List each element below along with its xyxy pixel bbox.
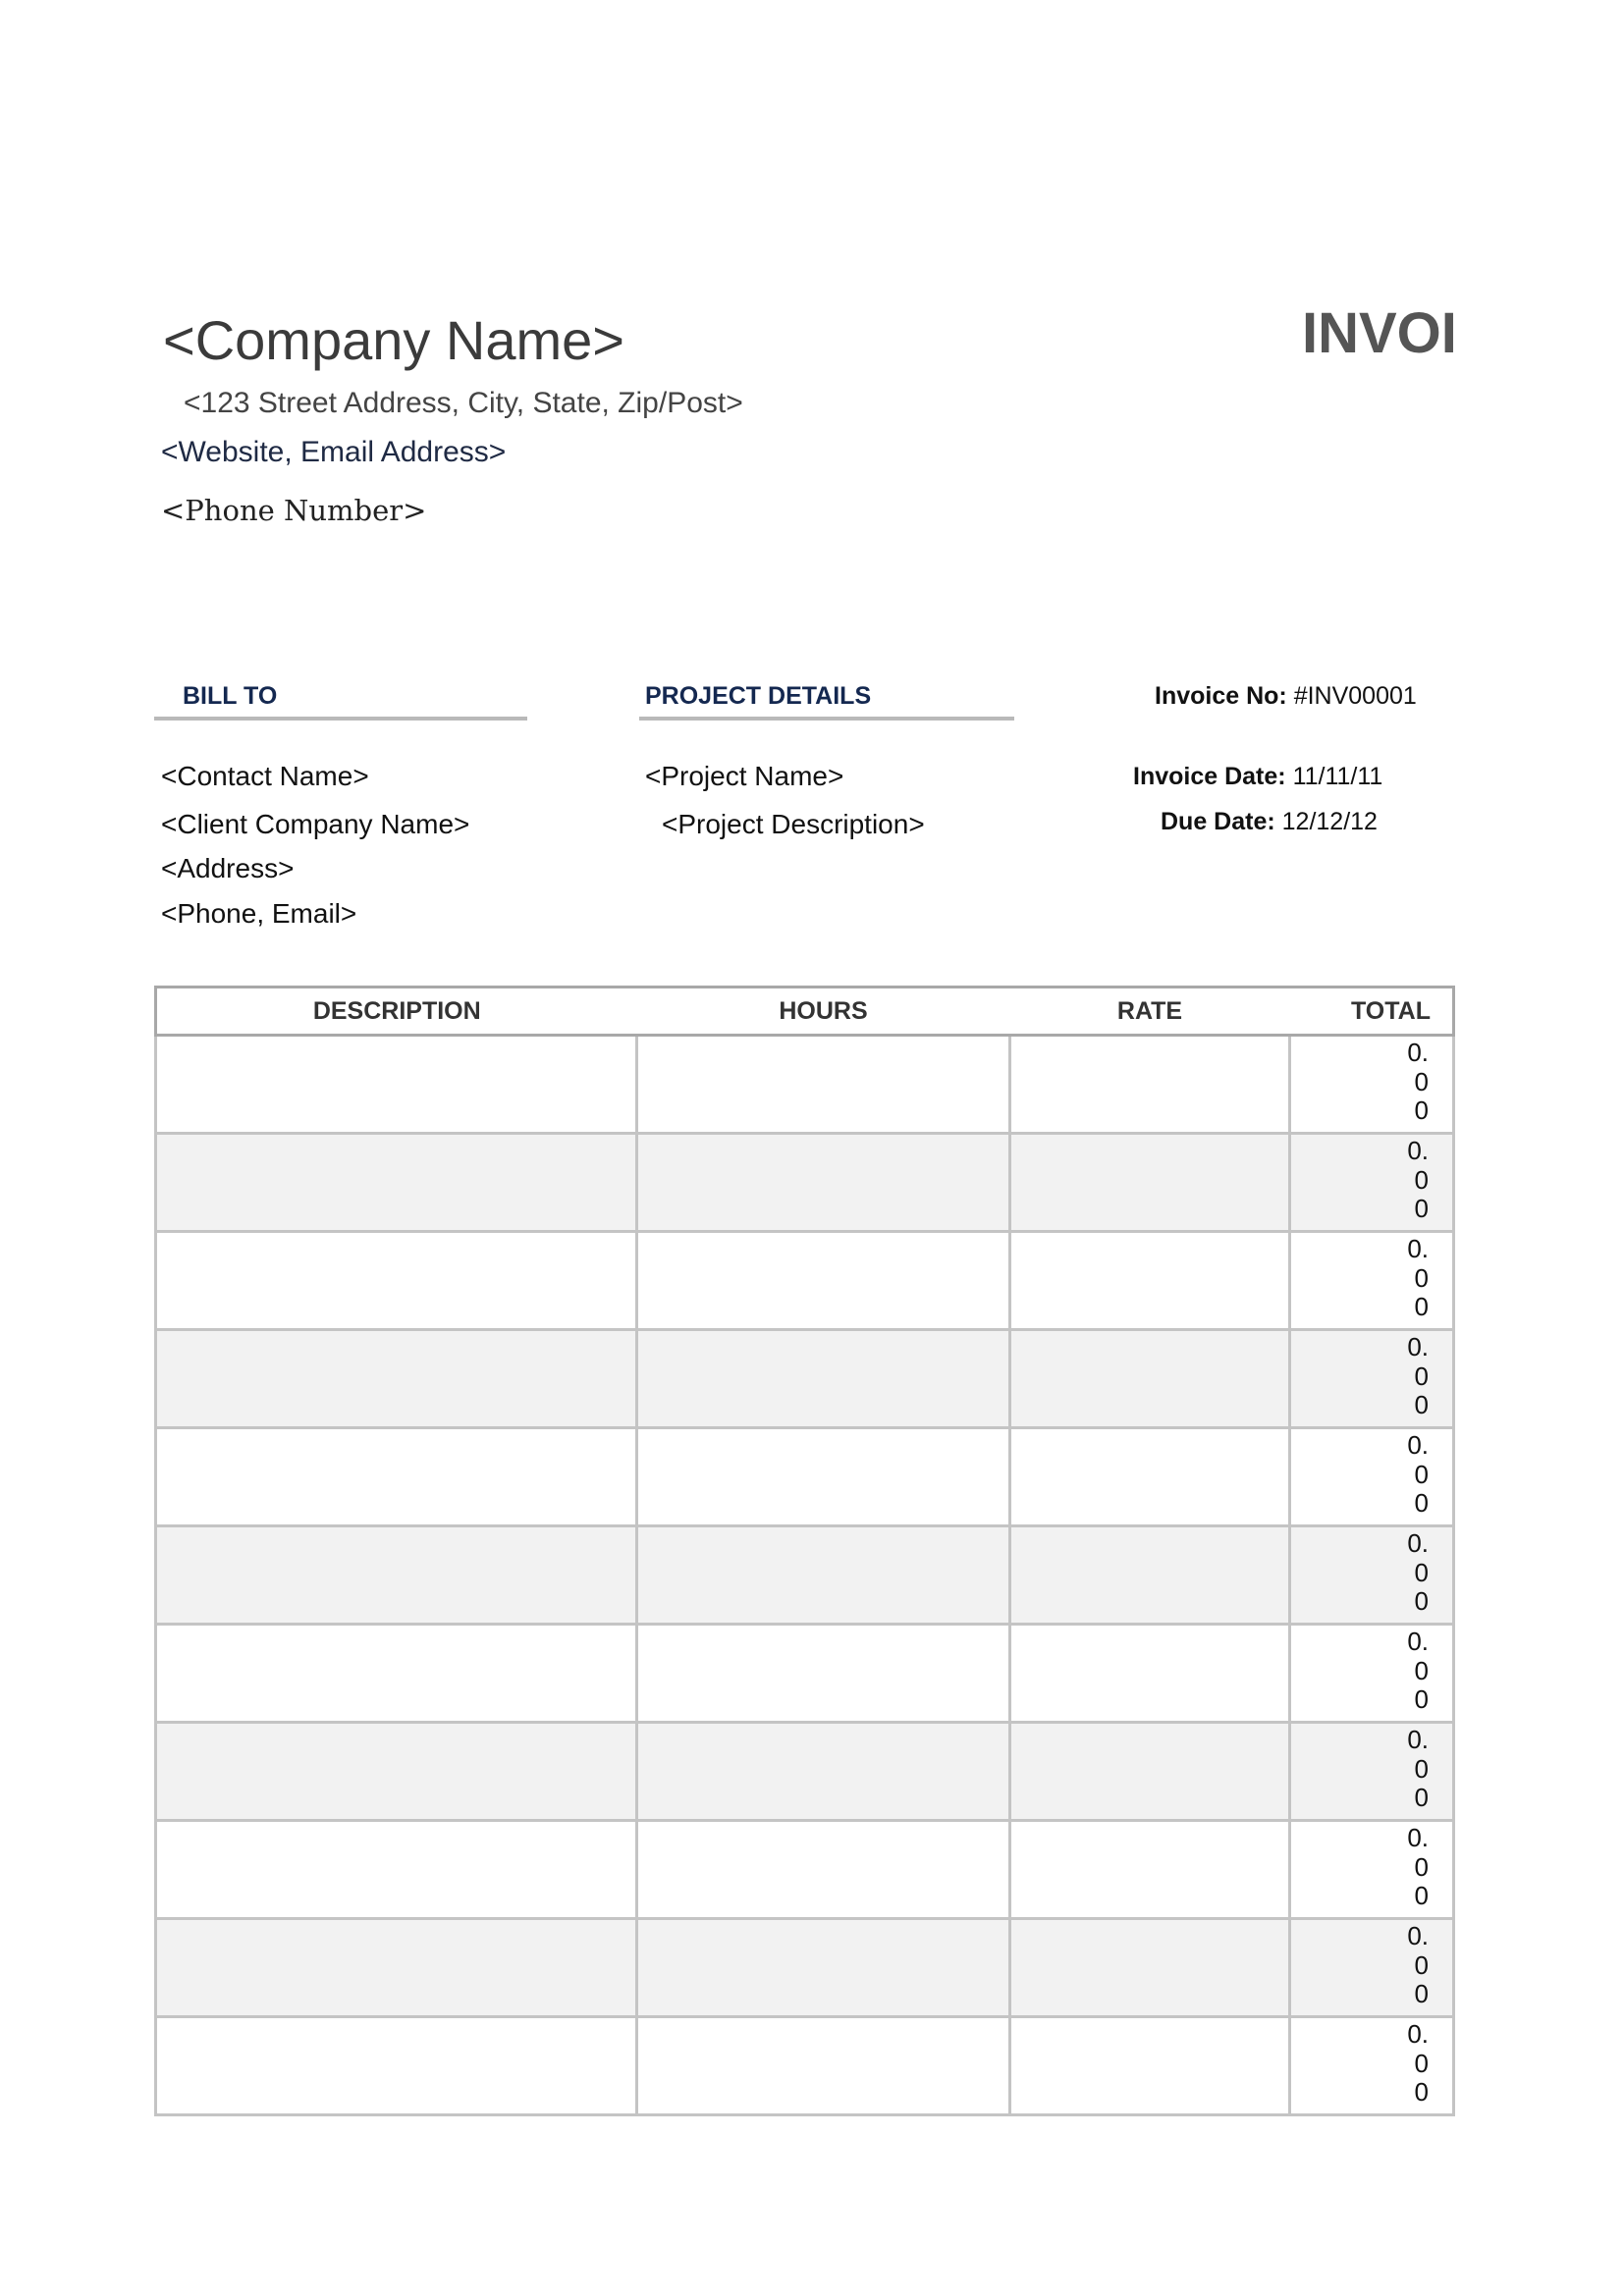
due-date xyxy=(1161,805,1378,838)
description-cell[interactable] xyxy=(156,1330,637,1428)
description-cell[interactable] xyxy=(156,1625,637,1723)
total-cell[interactable]: 0. 0 0 xyxy=(1290,1821,1454,1919)
total-cell[interactable]: 0. 0 0 xyxy=(1290,1036,1454,1134)
hours-cell[interactable] xyxy=(637,1723,1010,1821)
project-description: <Project Description> xyxy=(662,809,925,839)
hours-cell[interactable] xyxy=(637,1821,1010,1919)
table-row xyxy=(156,1919,1454,2017)
table-row xyxy=(156,1428,1454,1526)
due-date-value: 12/12/12 xyxy=(1281,808,1378,835)
rate-cell[interactable] xyxy=(1010,1526,1290,1625)
table-row xyxy=(156,1526,1454,1625)
table-row xyxy=(156,1821,1454,1919)
hours-cell[interactable] xyxy=(637,1330,1010,1428)
hours-cell[interactable] xyxy=(637,1428,1010,1526)
description-cell[interactable] xyxy=(156,1526,637,1625)
hours-cell[interactable] xyxy=(637,1919,1010,2017)
hours-cell[interactable] xyxy=(637,1134,1010,1232)
project-details-heading: PROJECT DETAILS xyxy=(645,682,872,710)
hours-cell[interactable] xyxy=(637,1625,1010,1723)
invoice-date-label: Invoice Date: xyxy=(1133,763,1286,790)
description-cell[interactable] xyxy=(156,1723,637,1821)
total-cell[interactable]: 0. 0 0 xyxy=(1290,1232,1454,1330)
rate-cell[interactable] xyxy=(1010,1428,1290,1526)
description-cell[interactable] xyxy=(156,1134,637,1232)
bill-to-contact: <Contact Name> xyxy=(161,761,369,791)
description-cell[interactable] xyxy=(156,1036,637,1134)
due-date-label: Due Date: xyxy=(1161,808,1275,835)
invoice-date xyxy=(1133,760,1382,793)
rate-cell[interactable] xyxy=(1010,1036,1290,1134)
column-header-rate: RATE xyxy=(1010,988,1290,1036)
total-cell[interactable]: 0. 0 0 xyxy=(1290,1134,1454,1232)
bill-to-divider xyxy=(154,717,527,721)
rate-cell[interactable] xyxy=(1010,1821,1290,1919)
hours-cell[interactable] xyxy=(637,1232,1010,1330)
rate-cell[interactable] xyxy=(1010,1232,1290,1330)
total-cell[interactable]: 0. 0 0 xyxy=(1290,1919,1454,2017)
table-row xyxy=(156,1036,1454,1134)
column-header-description: DESCRIPTION xyxy=(156,988,637,1036)
rate-cell[interactable] xyxy=(1010,1723,1290,1821)
invoice-date-value: 11/11/11 xyxy=(1292,763,1383,790)
total-cell[interactable]: 0. 0 0 xyxy=(1290,1625,1454,1723)
table-row xyxy=(156,1232,1454,1330)
rate-cell[interactable] xyxy=(1010,1919,1290,2017)
company-name: <Company Name> xyxy=(163,309,625,371)
description-cell[interactable] xyxy=(156,1232,637,1330)
description-cell[interactable] xyxy=(156,1428,637,1526)
rate-cell[interactable] xyxy=(1010,1330,1290,1428)
invoice-number-label: Invoice No: xyxy=(1155,682,1287,710)
description-cell[interactable] xyxy=(156,2017,637,2115)
invoice-title: INVOI xyxy=(1302,301,1457,365)
total-cell[interactable]: 0. 0 0 xyxy=(1290,1428,1454,1526)
company-address: <123 Street Address, City, State, Zip/Post> xyxy=(184,387,743,419)
line-items-table xyxy=(154,986,1455,2116)
hours-cell[interactable] xyxy=(637,1526,1010,1625)
table-row xyxy=(156,2017,1454,2115)
hours-cell[interactable] xyxy=(637,1036,1010,1134)
bill-to-address: <Address> xyxy=(161,853,295,883)
project-details-divider xyxy=(639,717,1014,721)
rate-cell[interactable] xyxy=(1010,1625,1290,1723)
description-cell[interactable] xyxy=(156,1821,637,1919)
total-cell[interactable]: 0. 0 0 xyxy=(1290,1526,1454,1625)
column-header-total: TOTAL xyxy=(1290,988,1454,1036)
project-name: <Project Name> xyxy=(645,761,844,791)
bill-to-heading: BILL TO xyxy=(183,682,278,710)
invoice-number xyxy=(1155,679,1417,713)
company-phone: <Phone Number> xyxy=(161,494,427,527)
total-cell[interactable]: 0. 0 0 xyxy=(1290,2017,1454,2115)
bill-to-phone-email: <Phone, Email> xyxy=(161,898,357,929)
invoice-number-value: #INV00001 xyxy=(1293,682,1417,710)
table-row xyxy=(156,1723,1454,1821)
rate-cell[interactable] xyxy=(1010,1134,1290,1232)
table-header-row xyxy=(156,988,1454,1036)
table-row xyxy=(156,1330,1454,1428)
rate-cell[interactable] xyxy=(1010,2017,1290,2115)
hours-cell[interactable] xyxy=(637,2017,1010,2115)
column-header-hours: HOURS xyxy=(637,988,1010,1036)
bill-to-company: <Client Company Name> xyxy=(161,809,470,839)
table-row xyxy=(156,1134,1454,1232)
total-cell[interactable]: 0. 0 0 xyxy=(1290,1330,1454,1428)
company-web-email: <Website, Email Address> xyxy=(161,436,507,468)
total-cell[interactable]: 0. 0 0 xyxy=(1290,1723,1454,1821)
description-cell[interactable] xyxy=(156,1919,637,2017)
table-row xyxy=(156,1625,1454,1723)
